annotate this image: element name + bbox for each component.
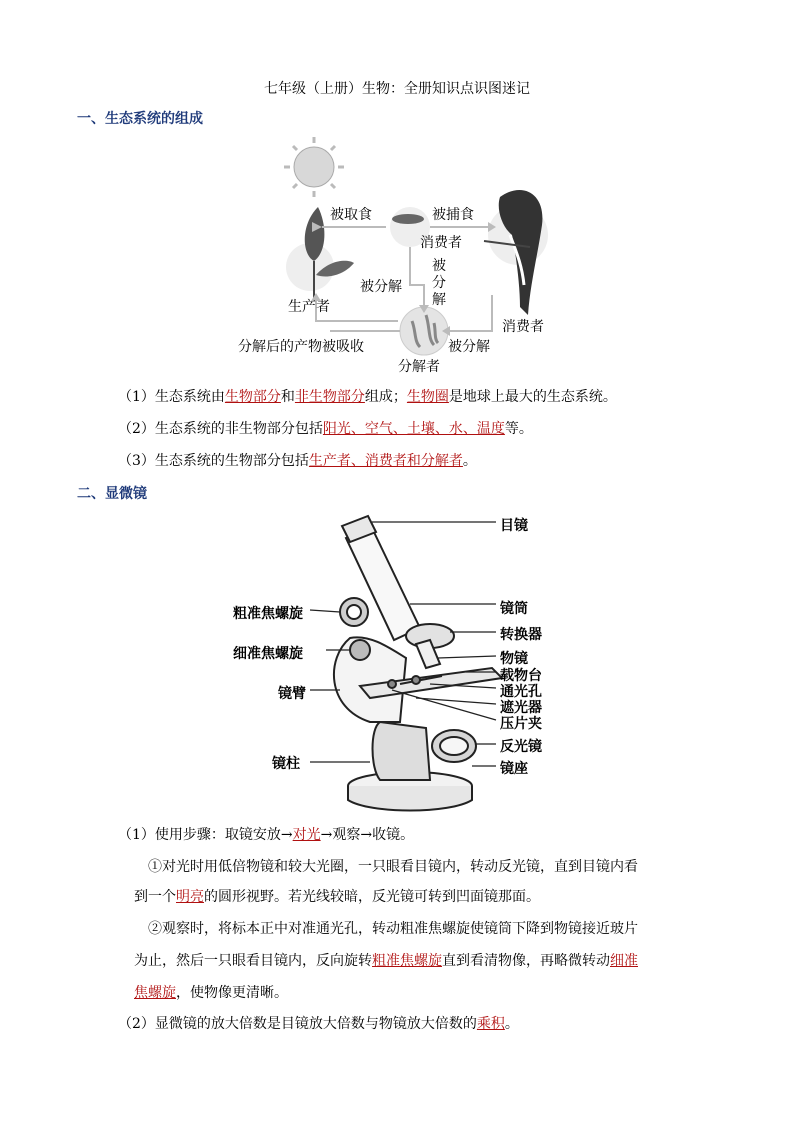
step-1-line-5: 焦螺旋，使物像更清晰。 (134, 985, 288, 1001)
label-eyepiece: 目镜 (500, 518, 528, 534)
label-base: 镜座 (500, 761, 528, 777)
ecosystem-diagram (230, 135, 570, 375)
label-fine-focus: 细准焦螺旋 (233, 646, 303, 662)
label-bei-fenjie-left: 被分解 (360, 279, 402, 295)
label-nosepiece: 转换器 (500, 627, 542, 643)
label-coarse-focus: 粗准焦螺旋 (233, 606, 303, 622)
label-aperture: 通光孔 (500, 684, 542, 700)
label-bei-bushi: 被捕食 (432, 207, 474, 223)
label-tube: 镜筒 (500, 601, 528, 617)
label-bei-fenjie-right: 被分解 (448, 339, 490, 355)
label-stage: 载物台 (500, 668, 542, 684)
label-bei-qushi: 被取食 (330, 207, 372, 223)
paragraph-2: （2）生态系统的非生物部分包括阳光、空气、土壤、水、温度等。 (118, 421, 533, 437)
step-1-line-1: ①对光时用低倍物镜和较大光圈，一只眼看目镜内，转动反光镜，直到目镜内看 (148, 859, 638, 875)
bird-icon (484, 190, 548, 315)
label-diaphragm: 遮光器 (500, 700, 542, 716)
sun-icon (284, 137, 344, 197)
decomposer-icon (400, 307, 448, 355)
step-1-line-2: 到一个明亮的圆形视野。若光线较暗，反光镜可转到凹面镜那面。 (134, 889, 540, 905)
label-mirror: 反光镜 (500, 739, 542, 755)
paragraph-1: （1）生态系统由生物部分和非生物部分组成；生物圈是地球上最大的生态系统。 (118, 389, 617, 405)
label-consumer-right: 消费者 (502, 319, 544, 335)
section-heading-microscope: 二、显微镜 (77, 486, 147, 502)
label-bei-fenjie-v3: 解 (432, 292, 446, 308)
paragraph-3: （3）生态系统的生物部分包括生产者、消费者和分解者。 (118, 453, 477, 469)
section-heading-ecosystem: 一、生态系统的组成 (77, 111, 203, 127)
label-producer: 生产者 (288, 299, 330, 315)
label-objective: 物镜 (500, 651, 528, 667)
label-consumer-mid: 消费者 (420, 235, 462, 251)
step-1: （1）使用步骤：取镜安放→对光→观察→收镜。 (118, 827, 415, 843)
label-decomposer: 分解者 (398, 359, 440, 375)
label-bei-fenjie-v1: 被 (432, 258, 446, 274)
label-absorbed: 分解后的产物被吸收 (238, 339, 364, 355)
label-pillar: 镜柱 (272, 756, 300, 772)
label-bei-fenjie-v2: 分 (432, 275, 446, 291)
page-title: 七年级（上册）生物：全册知识点识图迷记 (264, 81, 530, 97)
step-1-line-3: ②观察时，将标本正中对准通光孔，转动粗准焦螺旋使镜筒下降到物镜接近玻片 (148, 921, 638, 937)
step-1-line-4: 为止，然后一只眼看目镜内，反向旋转粗准焦螺旋直到看清物像，再略微转动细准 (134, 953, 638, 969)
step-2: （2）显微镜的放大倍数是目镜放大倍数与物镜放大倍数的乘积。 (118, 1016, 519, 1032)
label-stage-clips: 压片夹 (500, 716, 542, 732)
label-arm: 镜臂 (278, 686, 306, 702)
